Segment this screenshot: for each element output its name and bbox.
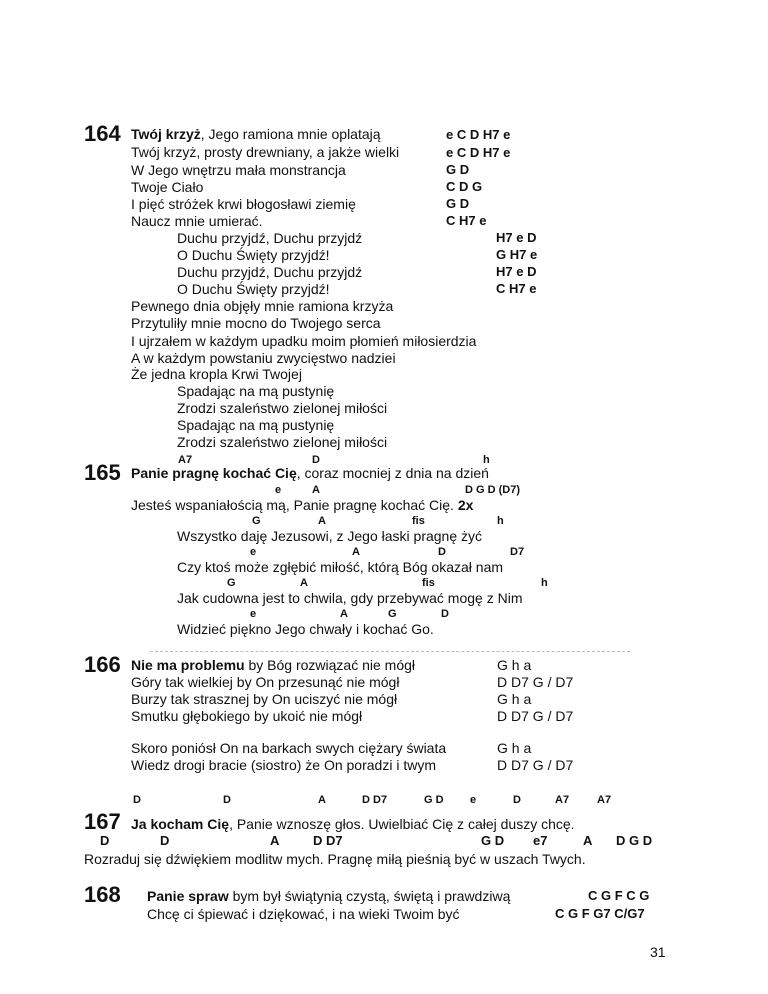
- chord: G h a: [497, 691, 532, 707]
- chord: D: [223, 794, 231, 806]
- verse-line: A w każdym powstaniu zwycięstwo nadziei: [131, 350, 396, 366]
- chord: fis: [412, 515, 425, 527]
- chord: D G D (D7): [465, 484, 520, 496]
- chord: G D: [446, 196, 470, 211]
- song-title: Panie pragnę kochać Cię: [131, 465, 297, 481]
- chord: A: [352, 546, 360, 558]
- verse-text: , Jego ramiona mnie oplatają: [200, 126, 381, 142]
- verse-line: [131, 497, 473, 513]
- verse-line: Że jedna kropla Krwi Twojej: [131, 366, 302, 382]
- chord: A7: [555, 794, 570, 806]
- chorus-line: Duchu przyjdź, Duchu przyjdź: [177, 230, 363, 246]
- verse-line: [131, 816, 575, 832]
- chord: D: [100, 833, 110, 848]
- verse-line: Wszystko daję Jezusowi, z Jego łaski pragnę żyć: [177, 528, 483, 544]
- chord: e: [470, 794, 477, 806]
- chord: D: [438, 546, 446, 558]
- chord: D D7: [313, 833, 343, 848]
- verse-line: Skoro poniósł On na barkach swych ciężary świata: [131, 740, 447, 756]
- verse-line: Wiedz drogi bracie (siostro) że On poradzi i twym: [131, 757, 436, 773]
- chord: A: [318, 794, 326, 806]
- chorus-line: O Duchu Święty przyjdź!: [177, 247, 330, 263]
- divider: [150, 651, 630, 652]
- chord: G h a: [497, 740, 532, 756]
- chord: A: [583, 833, 593, 848]
- chord: A: [340, 608, 348, 620]
- chord: G D: [481, 833, 505, 848]
- verse-text: by Bóg rozwiązać nie mógł: [244, 657, 416, 673]
- verse-line: Burzy tak strasznej by On uciszyć nie mógł: [131, 691, 398, 707]
- verse-line: [147, 888, 510, 904]
- verse-line: Spadając na mą pustynię: [177, 417, 335, 433]
- chord: e: [250, 546, 257, 558]
- verse-text: , coraz mocniej z dnia na dzień: [296, 465, 489, 481]
- verse-line: I pięć stróżek krwi błogosławi ziemię: [131, 196, 356, 212]
- chord: G: [388, 608, 397, 620]
- chord: A: [270, 833, 280, 848]
- chord: G D: [446, 162, 470, 177]
- verse-line: Twoje Ciało: [131, 179, 204, 195]
- chord: h: [483, 454, 490, 466]
- chord: C H7 e: [446, 213, 487, 228]
- verse-text: bym był świątynią czystą, świętą i prawdziwą: [228, 888, 511, 904]
- chord: D: [160, 833, 170, 848]
- chord: D: [312, 454, 320, 466]
- song-title: Panie spraw: [147, 888, 229, 904]
- verse-line: Twój krzyż, prosty drewniany, a jakże wielki: [131, 144, 400, 160]
- chord: G: [252, 515, 261, 527]
- verse-line: Góry tak wielkiej by On przesunąć nie mógł: [131, 674, 400, 690]
- chord: D: [441, 608, 449, 620]
- chorus-line: Duchu przyjdź, Duchu przyjdź: [177, 264, 363, 280]
- chord: G H7 e: [496, 247, 538, 262]
- song-title: Twój krzyż: [131, 126, 201, 142]
- verse-line: Zrodzi szaleństwo zielonej miłości: [177, 400, 388, 416]
- verse-line: Pewnego dnia objęły mnie ramiona krzyża: [131, 298, 394, 314]
- verse-line: [131, 657, 415, 673]
- chord: D D7: [362, 794, 388, 806]
- verse-line: Smutku głębokiego by ukoić nie mógł: [131, 708, 363, 724]
- chord: G D: [424, 794, 444, 806]
- chord: A7: [597, 794, 612, 806]
- chord: h: [497, 515, 504, 527]
- verse-line: Przytuliły mnie mocno do Twojego serca: [131, 315, 381, 331]
- verse-line: Spadając na mą pustynię: [177, 383, 335, 399]
- song-number-165: 165: [84, 460, 121, 485]
- chord: D: [133, 794, 141, 806]
- chord: D D7 G / D7: [497, 674, 574, 690]
- chord: e: [250, 608, 257, 620]
- chord: e C D H7 e: [446, 127, 511, 142]
- verse-line: W Jego wnętrzu mała monstrancja: [131, 162, 346, 178]
- verse-line: Jak cudowna jest to chwila, gdy przebywać mogę z Nim: [177, 590, 523, 606]
- chord: C G F G7 C/G7: [555, 906, 645, 921]
- chord: e7: [533, 833, 548, 848]
- verse-line: Widzieć piękno Jego chwały i kochać Go.: [177, 621, 434, 637]
- chord: A: [300, 577, 308, 589]
- chord: e C D H7 e: [446, 145, 511, 160]
- song-number-167: 167: [84, 809, 121, 834]
- chord: C H7 e: [496, 281, 537, 296]
- chord: H7 e D: [496, 264, 537, 279]
- verse-line: I ujrzałem w każdym upadku moim płomień miłosierdzia: [131, 333, 477, 349]
- chorus-line: O Duchu Święty przyjdź!: [177, 281, 330, 297]
- verse-line: Zrodzi szaleństwo zielonej miłości: [177, 434, 388, 450]
- verse-text: , Panie wznoszę głos. Uwielbiać Cię z całej duszy chcę.: [229, 816, 575, 832]
- verse-line: Chcę ci śpiewać i dziękować, i na wieki Twoim być: [147, 906, 460, 922]
- chord: D D7 G / D7: [497, 757, 574, 773]
- song-number-168: 168: [84, 882, 121, 907]
- song-number-164: 164: [84, 121, 121, 146]
- chord: D7: [510, 546, 525, 558]
- repeat-mark: 2x: [457, 497, 474, 513]
- chord: G: [227, 577, 236, 589]
- chord: D D7 G / D7: [497, 708, 574, 724]
- song-title: Nie ma problemu: [131, 657, 245, 673]
- chord: H7 e D: [496, 230, 537, 245]
- verse-line: Czy ktoś może zgłębić miłość, którą Bóg okazał nam: [177, 559, 504, 575]
- chord: fis: [422, 577, 435, 589]
- chord: A: [312, 484, 320, 496]
- chord: C D G: [446, 179, 483, 194]
- song-number-166: 166: [84, 652, 121, 677]
- chord: D G D: [616, 833, 653, 848]
- chord: A: [318, 515, 326, 527]
- chord: e: [275, 484, 282, 496]
- verse-text: Jesteś wspaniałością mą, Panie pragnę kochać Cię.: [131, 497, 454, 513]
- verse-line: [131, 465, 489, 481]
- verse-line: Rozraduj się dźwiękiem modlitw mych. Pragnę miłą pieśnią być w uszach Twych.: [84, 851, 586, 867]
- verse-line: Naucz mnie umierać.: [131, 213, 263, 229]
- chord: C G F C G: [588, 888, 650, 903]
- verse-line: [131, 126, 381, 142]
- chord: D: [513, 794, 521, 806]
- page-number: 31: [650, 944, 666, 960]
- song-title: Ja kocham Cię: [131, 816, 230, 832]
- chord: A7: [178, 454, 193, 466]
- chord: h: [541, 577, 548, 589]
- chord: G h a: [497, 657, 532, 673]
